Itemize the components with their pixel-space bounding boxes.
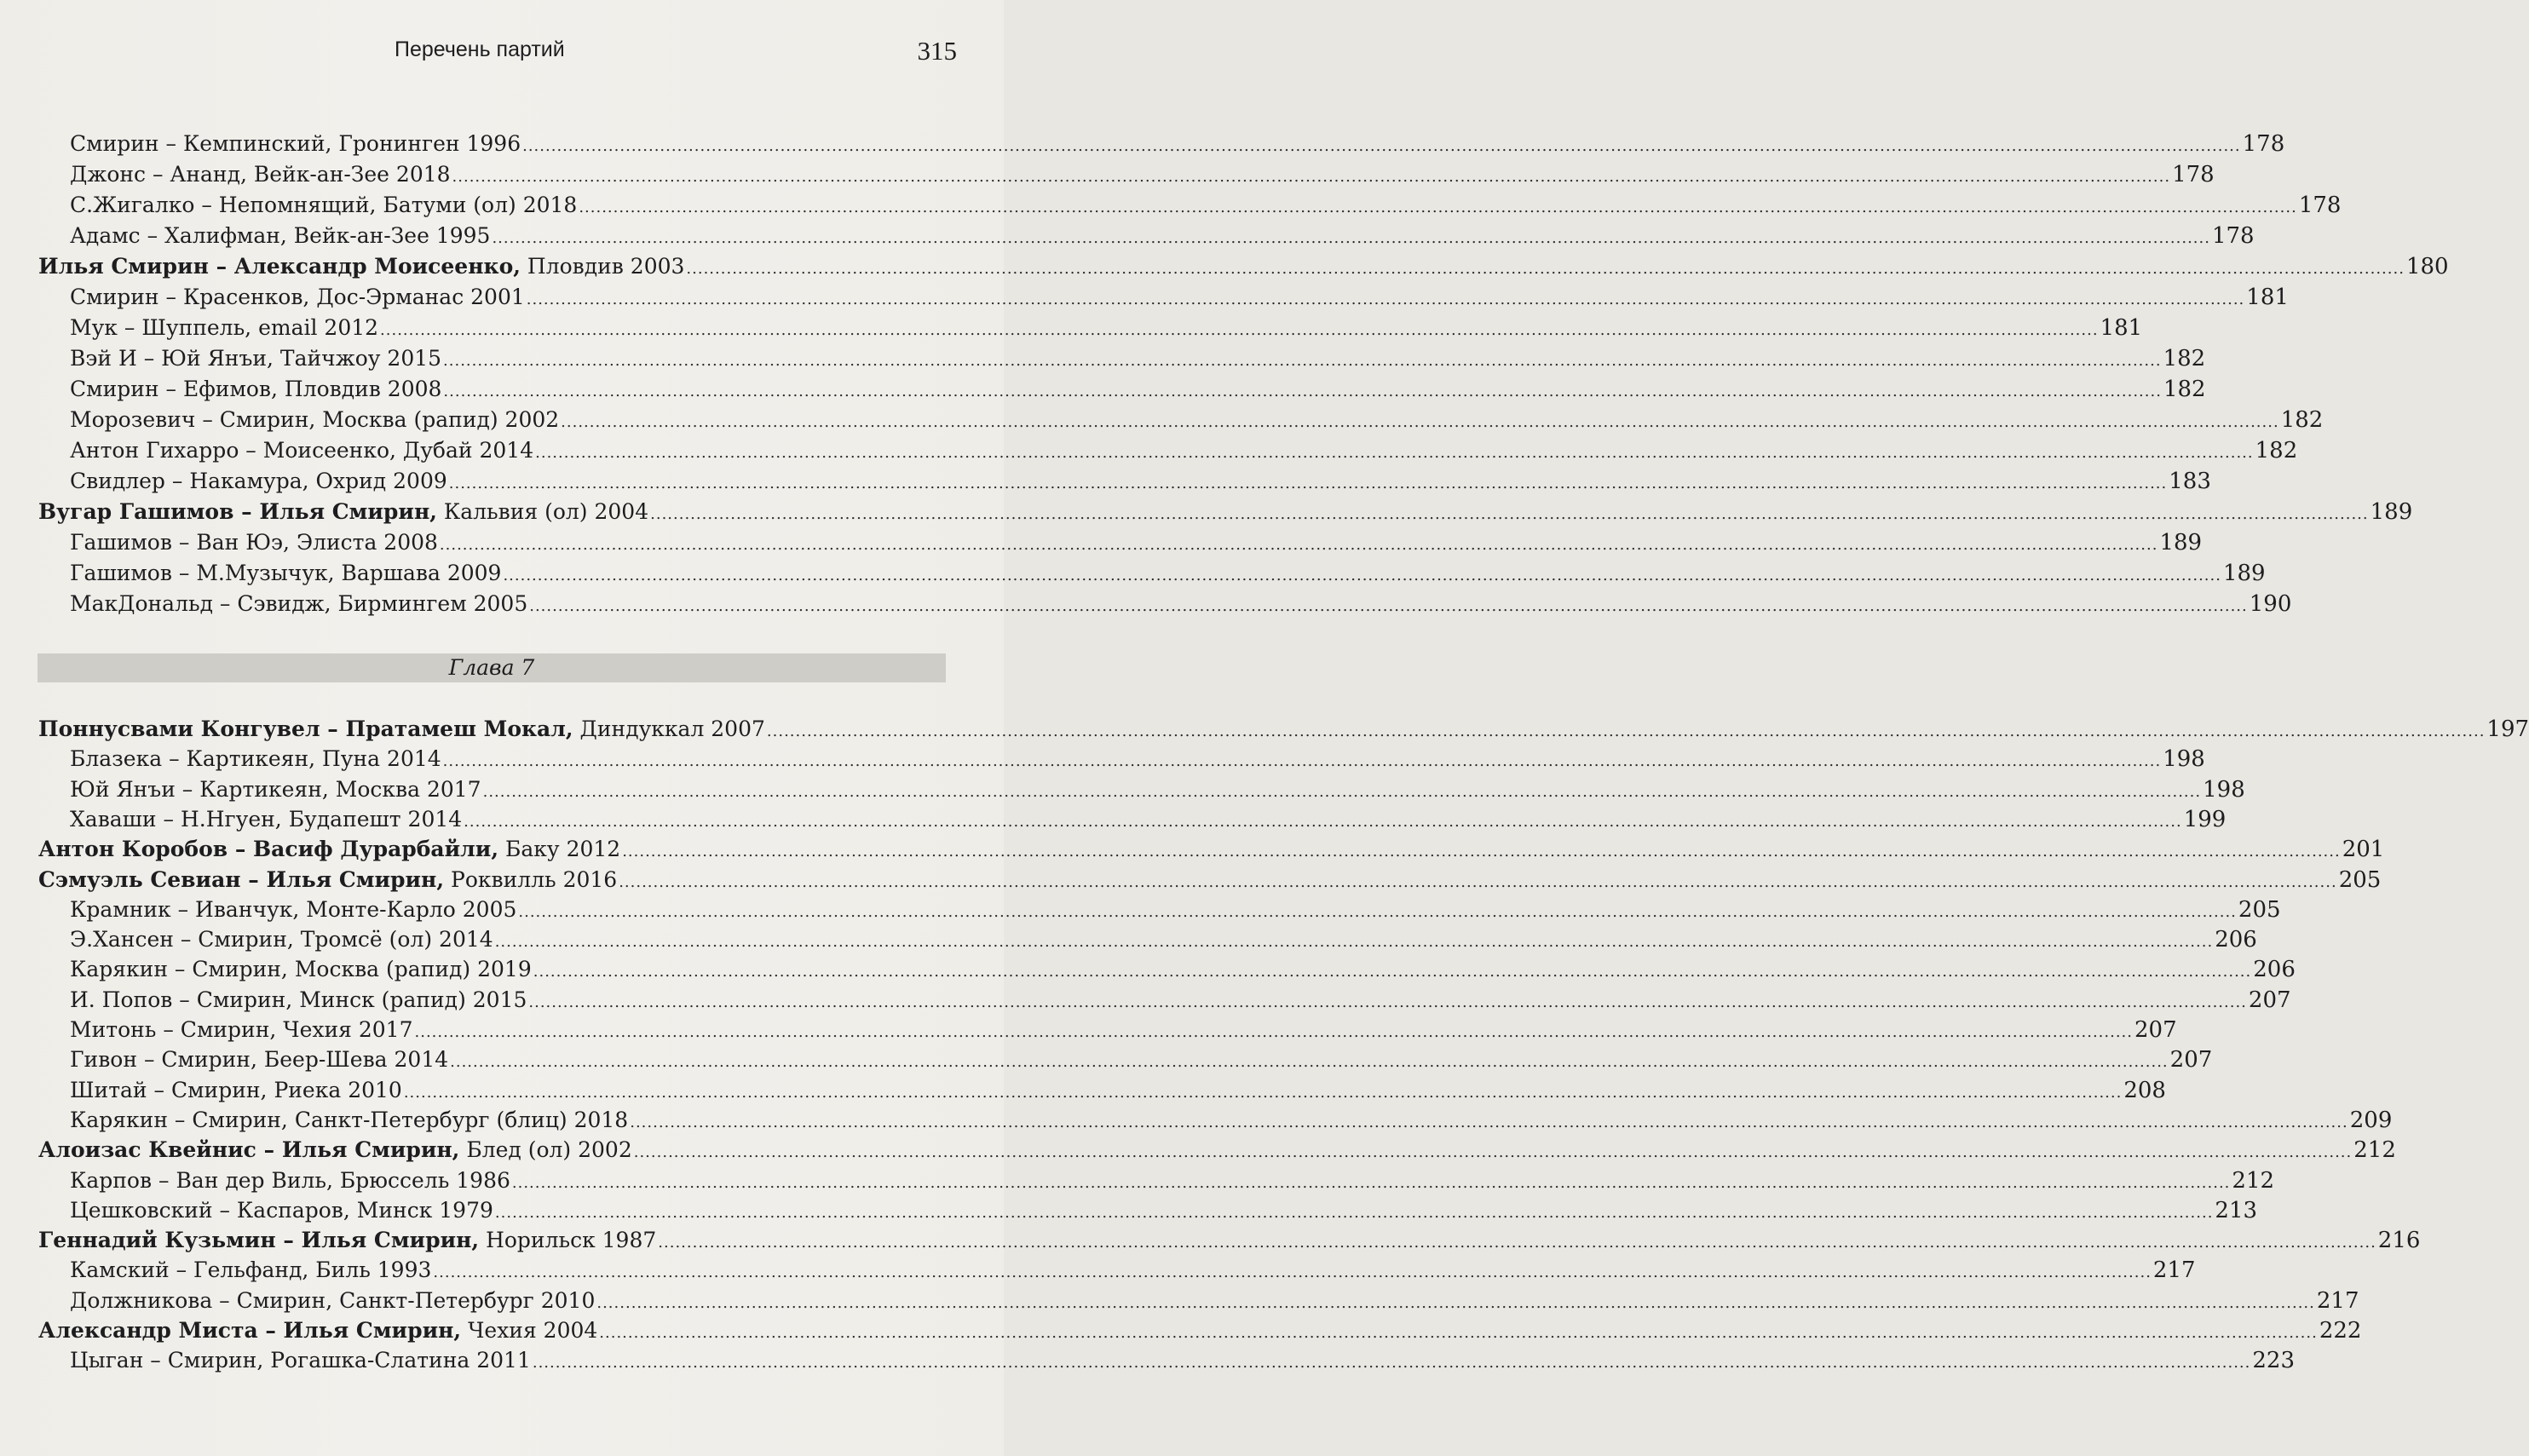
entry-text: Гашимов – М.Музычук, Варшава 2009 bbox=[70, 561, 502, 585]
dot-leader: ............................................................................................................................................................................................................................................................................................................ bbox=[522, 137, 2241, 155]
toc-entry bbox=[0, 1016, 2177, 1045]
entry-title bbox=[70, 805, 462, 834]
entry-text: Блед (ол) 2002 bbox=[459, 1137, 632, 1163]
entry-title bbox=[70, 1045, 448, 1074]
dot-leader: ............................................................................................................................................................................................................................................................................................................ bbox=[494, 933, 2214, 952]
entry-title bbox=[38, 252, 684, 281]
dot-leader: ............................................................................................................................................................................................................................................................................................................ bbox=[630, 1113, 2348, 1131]
entry-page-number: 217 bbox=[2316, 1287, 2359, 1314]
entry-text: Диндуккал 2007 bbox=[573, 716, 765, 741]
entry-players: Поннусвами Конгувел – Пратамеш Мокал, bbox=[38, 716, 573, 741]
entry-title bbox=[70, 375, 441, 404]
entry-title bbox=[70, 406, 559, 434]
entry-text: Юй Янъи – Картикеян, Москва 2017 bbox=[70, 776, 481, 802]
entry-title bbox=[70, 1016, 413, 1045]
toc-entry bbox=[0, 528, 2203, 557]
toc-entry bbox=[0, 314, 2143, 342]
dot-leader: ............................................................................................................................................................................................................................................................................................................ bbox=[439, 536, 2158, 554]
running-title: Перечень партий bbox=[395, 37, 565, 61]
entry-text: Карякин – Смирин, Москва (рапид) 2019 bbox=[70, 957, 532, 982]
entry-text: Шитай – Смирин, Риека 2010 bbox=[70, 1077, 402, 1102]
dot-leader: ............................................................................................................................................................................................................................................................................................................ bbox=[533, 963, 2252, 981]
entry-title bbox=[70, 745, 441, 774]
entry-text: С.Жигалко – Непомнящий, Батуми (ол) 2018 bbox=[70, 193, 578, 217]
dot-leader: ............................................................................................................................................................................................................................................................................................................ bbox=[380, 321, 2099, 339]
dot-leader: ............................................................................................................................................................................................................................................................................................................ bbox=[494, 1203, 2214, 1222]
entry-title bbox=[70, 895, 516, 924]
entry-page-number: 197 bbox=[2486, 716, 2529, 742]
toc-entry bbox=[0, 775, 2245, 804]
entry-page-number: 189 bbox=[2370, 499, 2413, 525]
toc-entry bbox=[0, 344, 2206, 373]
entry-page-number: 178 bbox=[2211, 223, 2255, 249]
entry-text: Должникова – Смирин, Санкт-Петербург 2010 bbox=[70, 1287, 596, 1313]
toc-entry bbox=[0, 1316, 2362, 1345]
entry-title bbox=[38, 1136, 632, 1165]
toc-entry bbox=[0, 745, 2205, 774]
entry-title bbox=[70, 590, 527, 619]
toc-entry bbox=[0, 1286, 2359, 1315]
toc-entry bbox=[0, 986, 2291, 1015]
dot-leader: ............................................................................................................................................................................................................................................................................................................ bbox=[482, 782, 2202, 801]
toc-entry bbox=[0, 1346, 2296, 1375]
toc-entry bbox=[0, 1166, 2275, 1195]
toc-entry bbox=[0, 715, 2529, 744]
entry-title bbox=[38, 1316, 597, 1345]
entry-text: Митонь – Смирин, Чехия 2017 bbox=[70, 1017, 413, 1042]
entry-text: Баку 2012 bbox=[498, 837, 621, 862]
entry-text: Карпов – Ван дер Виль, Брюссель 1986 bbox=[70, 1167, 510, 1193]
toc-entry bbox=[0, 252, 2449, 281]
entry-page-number: 207 bbox=[2169, 1047, 2213, 1073]
entry-page-number: 178 bbox=[2242, 131, 2285, 157]
toc-entry bbox=[0, 925, 2257, 954]
dot-leader: ............................................................................................................................................................................................................................................................................................................ bbox=[443, 352, 2162, 370]
entry-page-number: 199 bbox=[2183, 806, 2227, 832]
page-number: 315 bbox=[917, 36, 957, 66]
dot-leader: ............................................................................................................................................................................................................................................................................................................ bbox=[452, 168, 2171, 186]
entry-page-number: 181 bbox=[2246, 285, 2289, 310]
dot-leader: ............................................................................................................................................................................................................................................................................................................ bbox=[622, 843, 2341, 861]
toc-entry bbox=[0, 1045, 2213, 1074]
entry-page-number: 209 bbox=[2349, 1107, 2393, 1133]
entry-text: Гивон – Смирин, Беер-Шева 2014 bbox=[70, 1047, 449, 1073]
entry-text: Гашимов – Ван Юэ, Элиста 2008 bbox=[70, 530, 438, 555]
dot-leader: ............................................................................................................................................................................................................................................................................................................ bbox=[579, 199, 2297, 216]
toc-entry bbox=[0, 1076, 2166, 1105]
entry-page-number: 223 bbox=[2252, 1348, 2296, 1374]
entry-text: МакДональд – Сэвидж, Бирмингем 2005 bbox=[70, 591, 528, 616]
entry-page-number: 190 bbox=[2249, 591, 2292, 617]
entry-text: Камский – Гельфанд, Биль 1993 bbox=[70, 1257, 432, 1283]
entry-text: Норильск 1987 bbox=[479, 1228, 657, 1253]
dot-leader: ............................................................................................................................................................................................................................................................................................................ bbox=[686, 260, 2405, 278]
dot-leader: ............................................................................................................................................................................................................................................................................................................ bbox=[414, 1023, 2134, 1041]
dot-leader: ............................................................................................................................................................................................................................................................................................................ bbox=[766, 722, 2486, 740]
entry-players: Антон Коробов – Васиф Дурарбайли, bbox=[38, 837, 499, 862]
toc-entry bbox=[0, 1106, 2393, 1135]
dot-leader: ............................................................................................................................................................................................................................................................................................................ bbox=[442, 752, 2162, 771]
entry-title bbox=[70, 283, 525, 312]
entry-page-number: 178 bbox=[2298, 193, 2342, 218]
entry-text: И. Попов – Смирин, Минск (рапид) 2015 bbox=[70, 987, 527, 1012]
dot-leader: ............................................................................................................................................................................................................................................................................................................ bbox=[433, 1263, 2152, 1282]
entry-page-number: 217 bbox=[2152, 1257, 2196, 1284]
dot-leader: ............................................................................................................................................................................................................................................................................................................ bbox=[528, 993, 2247, 1011]
entry-title bbox=[70, 436, 533, 465]
dot-leader: ............................................................................................................................................................................................................................................................................................................ bbox=[658, 1234, 2376, 1252]
entry-text: Роквилль 2016 bbox=[444, 866, 618, 892]
dot-leader: ............................................................................................................................................................................................................................................................................................................ bbox=[443, 383, 2162, 400]
entry-text: Крамник – Иванчук, Монте-Карло 2005 bbox=[70, 896, 517, 922]
dot-leader: ............................................................................................................................................................................................................................................................................................................ bbox=[450, 1053, 2169, 1072]
entry-text: Блазека – Картикеян, Пуна 2014 bbox=[70, 746, 441, 772]
entry-text: Смирин – Красенков, Дос-Эрманас 2001 bbox=[70, 285, 525, 309]
entry-text: Мук – Шуппель, email 2012 bbox=[70, 315, 379, 340]
entry-players: Илья Смирин – Александр Моисеенко, bbox=[38, 254, 521, 279]
dot-leader: ............................................................................................................................................................................................................................................................................................................ bbox=[619, 872, 2337, 891]
dot-leader: ............................................................................................................................................................................................................................................................................................................ bbox=[529, 597, 2248, 615]
entry-title bbox=[70, 955, 532, 984]
entry-title bbox=[70, 1196, 493, 1225]
entry-page-number: 205 bbox=[2338, 866, 2382, 893]
entry-page-number: 201 bbox=[2342, 837, 2385, 863]
entry-page-number: 181 bbox=[2100, 315, 2143, 341]
entry-title bbox=[70, 1256, 431, 1285]
toc-entry bbox=[0, 1226, 2421, 1255]
dot-leader: ............................................................................................................................................................................................................................................................................................................ bbox=[518, 902, 2237, 921]
entry-text: Карякин – Смирин, Санкт-Петербург (блиц) 2018 bbox=[70, 1107, 629, 1132]
entry-text: Хаваши – Н.Нгуен, Будапешт 2014 bbox=[70, 806, 463, 832]
toc-entry bbox=[0, 375, 2206, 404]
dot-leader: ............................................................................................................................................................................................................................................................................................................ bbox=[448, 475, 2168, 492]
entry-text: Цешковский – Каспаров, Минск 1979 bbox=[70, 1197, 493, 1223]
toc-entry bbox=[0, 805, 2227, 834]
dot-leader: ............................................................................................................................................................................................................................................................................................................ bbox=[492, 229, 2210, 247]
dot-leader: ............................................................................................................................................................................................................................................................................................................ bbox=[464, 812, 2182, 831]
entry-text: Смирин – Ефимов, Пловдив 2008 bbox=[70, 377, 442, 401]
entry-page-number: 207 bbox=[2248, 987, 2291, 1013]
toc-entry bbox=[0, 559, 2266, 588]
entry-page-number: 178 bbox=[2172, 162, 2215, 187]
dot-leader: ............................................................................................................................................................................................................................................................................................................ bbox=[650, 505, 2369, 523]
chapter-heading: Глава 7 bbox=[37, 653, 946, 682]
entry-text: Э.Хансен – Смирин, Тромсё (ол) 2014 bbox=[70, 927, 493, 952]
entry-title bbox=[70, 129, 521, 158]
dot-leader: ............................................................................................................................................................................................................................................................................................................ bbox=[535, 444, 2254, 462]
entry-title bbox=[70, 160, 451, 189]
entry-text: Пловдив 2003 bbox=[520, 254, 685, 279]
toc-entry bbox=[0, 1256, 2196, 1285]
entry-title bbox=[70, 314, 378, 342]
toc-entry bbox=[0, 835, 2385, 864]
entry-page-number: 198 bbox=[2163, 746, 2205, 773]
entry-page-number: 212 bbox=[2353, 1137, 2396, 1164]
toc-entry bbox=[0, 895, 2281, 924]
entry-title bbox=[70, 1106, 628, 1135]
entry-title bbox=[70, 191, 577, 220]
entry-page-number: 198 bbox=[2203, 776, 2245, 803]
toc-entry bbox=[0, 406, 2324, 434]
entry-page-number: 207 bbox=[2134, 1017, 2177, 1043]
entry-page-number: 208 bbox=[2123, 1077, 2166, 1103]
entry-title bbox=[70, 344, 441, 373]
toc-entry bbox=[0, 590, 2292, 619]
entry-page-number: 182 bbox=[2163, 346, 2206, 371]
entry-text: Вэй И – Юй Янъи, Тайчжоу 2015 bbox=[70, 346, 442, 371]
entry-title bbox=[38, 715, 765, 744]
entry-text: Смирин – Кемпинский, Гронинген 1996 bbox=[70, 131, 521, 156]
dot-leader: ............................................................................................................................................................................................................................................................................................................ bbox=[403, 1083, 2123, 1102]
entry-text: Морозевич – Смирин, Москва (рапид) 2002 bbox=[70, 407, 560, 432]
entry-players: Геннадий Кузьмин – Илья Смирин, bbox=[38, 1228, 480, 1253]
entry-page-number: 216 bbox=[2377, 1228, 2421, 1254]
toc-entry bbox=[0, 866, 2382, 895]
entry-page-number: 189 bbox=[2159, 530, 2203, 555]
toc-entry bbox=[0, 955, 2296, 984]
entry-title bbox=[38, 498, 648, 527]
entry-page-number: 212 bbox=[2232, 1167, 2275, 1194]
entry-title bbox=[70, 467, 447, 496]
entry-title bbox=[70, 986, 527, 1015]
entry-page-number: 222 bbox=[2319, 1318, 2362, 1344]
toc-entry bbox=[0, 1136, 2396, 1165]
entry-title bbox=[70, 528, 438, 557]
entry-title bbox=[38, 866, 617, 895]
entry-page-number: 182 bbox=[2280, 407, 2324, 433]
entry-title bbox=[70, 925, 493, 954]
entry-text: Адамс – Халифман, Вейк-ан-Зее 1995 bbox=[70, 223, 491, 248]
entry-page-number: 205 bbox=[2238, 896, 2281, 923]
dot-leader: ............................................................................................................................................................................................................................................................................................................ bbox=[633, 1143, 2353, 1162]
dot-leader: ............................................................................................................................................................................................................................................................................................................ bbox=[599, 1324, 2318, 1342]
entry-text: Антон Гихарро – Моисеенко, Дубай 2014 bbox=[70, 438, 534, 463]
entry-title bbox=[70, 775, 481, 804]
dot-leader: ............................................................................................................................................................................................................................................................................................................ bbox=[561, 413, 2279, 431]
page-header bbox=[0, 37, 1004, 72]
entry-page-number: 206 bbox=[2215, 927, 2257, 953]
entry-players: Александр Миста – Илья Смирин, bbox=[38, 1318, 462, 1343]
entry-players: Сэмуэль Севиан – Илья Смирин, bbox=[38, 866, 445, 892]
toc-entry bbox=[0, 467, 2211, 496]
toc-entry bbox=[0, 191, 2342, 220]
dot-leader: ............................................................................................................................................................................................................................................................................................................ bbox=[532, 1354, 2251, 1373]
toc-entry bbox=[0, 160, 2215, 189]
entry-page-number: 189 bbox=[2222, 561, 2266, 586]
entry-page-number: 180 bbox=[2405, 254, 2449, 279]
toc-entry bbox=[0, 436, 2298, 465]
entry-title bbox=[38, 835, 620, 864]
entry-page-number: 213 bbox=[2215, 1197, 2258, 1223]
entry-text: Цыган – Смирин, Рогашка-Слатина 2011 bbox=[70, 1348, 531, 1373]
entry-text: Свидлер – Накамура, Охрид 2009 bbox=[70, 469, 447, 493]
entry-title bbox=[38, 1226, 656, 1255]
toc-entry bbox=[0, 283, 2289, 312]
entry-title bbox=[70, 1076, 402, 1105]
toc-entry bbox=[0, 498, 2413, 527]
toc-entry bbox=[0, 222, 2255, 250]
entry-text: Кальвия (ол) 2004 bbox=[436, 499, 649, 524]
entry-page-number: 182 bbox=[2163, 377, 2206, 402]
entry-text: Джонс – Ананд, Вейк-ан-Зее 2018 bbox=[70, 162, 451, 187]
entry-title bbox=[70, 559, 501, 588]
entry-title bbox=[70, 1166, 510, 1195]
entry-players: Вугар Гашимов – Илья Смирин, bbox=[38, 499, 437, 524]
entry-title bbox=[70, 1286, 595, 1315]
toc-entry bbox=[0, 1196, 2258, 1225]
entry-players: Алоизас Квейнис – Илья Смирин, bbox=[38, 1137, 460, 1163]
entry-title bbox=[70, 1346, 531, 1375]
entry-title bbox=[70, 222, 490, 250]
entry-page-number: 206 bbox=[2253, 957, 2296, 983]
dot-leader: ............................................................................................................................................................................................................................................................................................................ bbox=[503, 567, 2221, 584]
entry-page-number: 182 bbox=[2255, 438, 2298, 463]
entry-page-number: 183 bbox=[2169, 469, 2211, 494]
dot-leader: ............................................................................................................................................................................................................................................................................................................ bbox=[526, 291, 2245, 308]
toc-entry bbox=[0, 129, 2285, 158]
dot-leader: ............................................................................................................................................................................................................................................................................................................ bbox=[511, 1173, 2231, 1192]
dot-leader: ............................................................................................................................................................................................................................................................................................................ bbox=[596, 1293, 2315, 1312]
entry-text: Чехия 2004 bbox=[461, 1318, 598, 1343]
